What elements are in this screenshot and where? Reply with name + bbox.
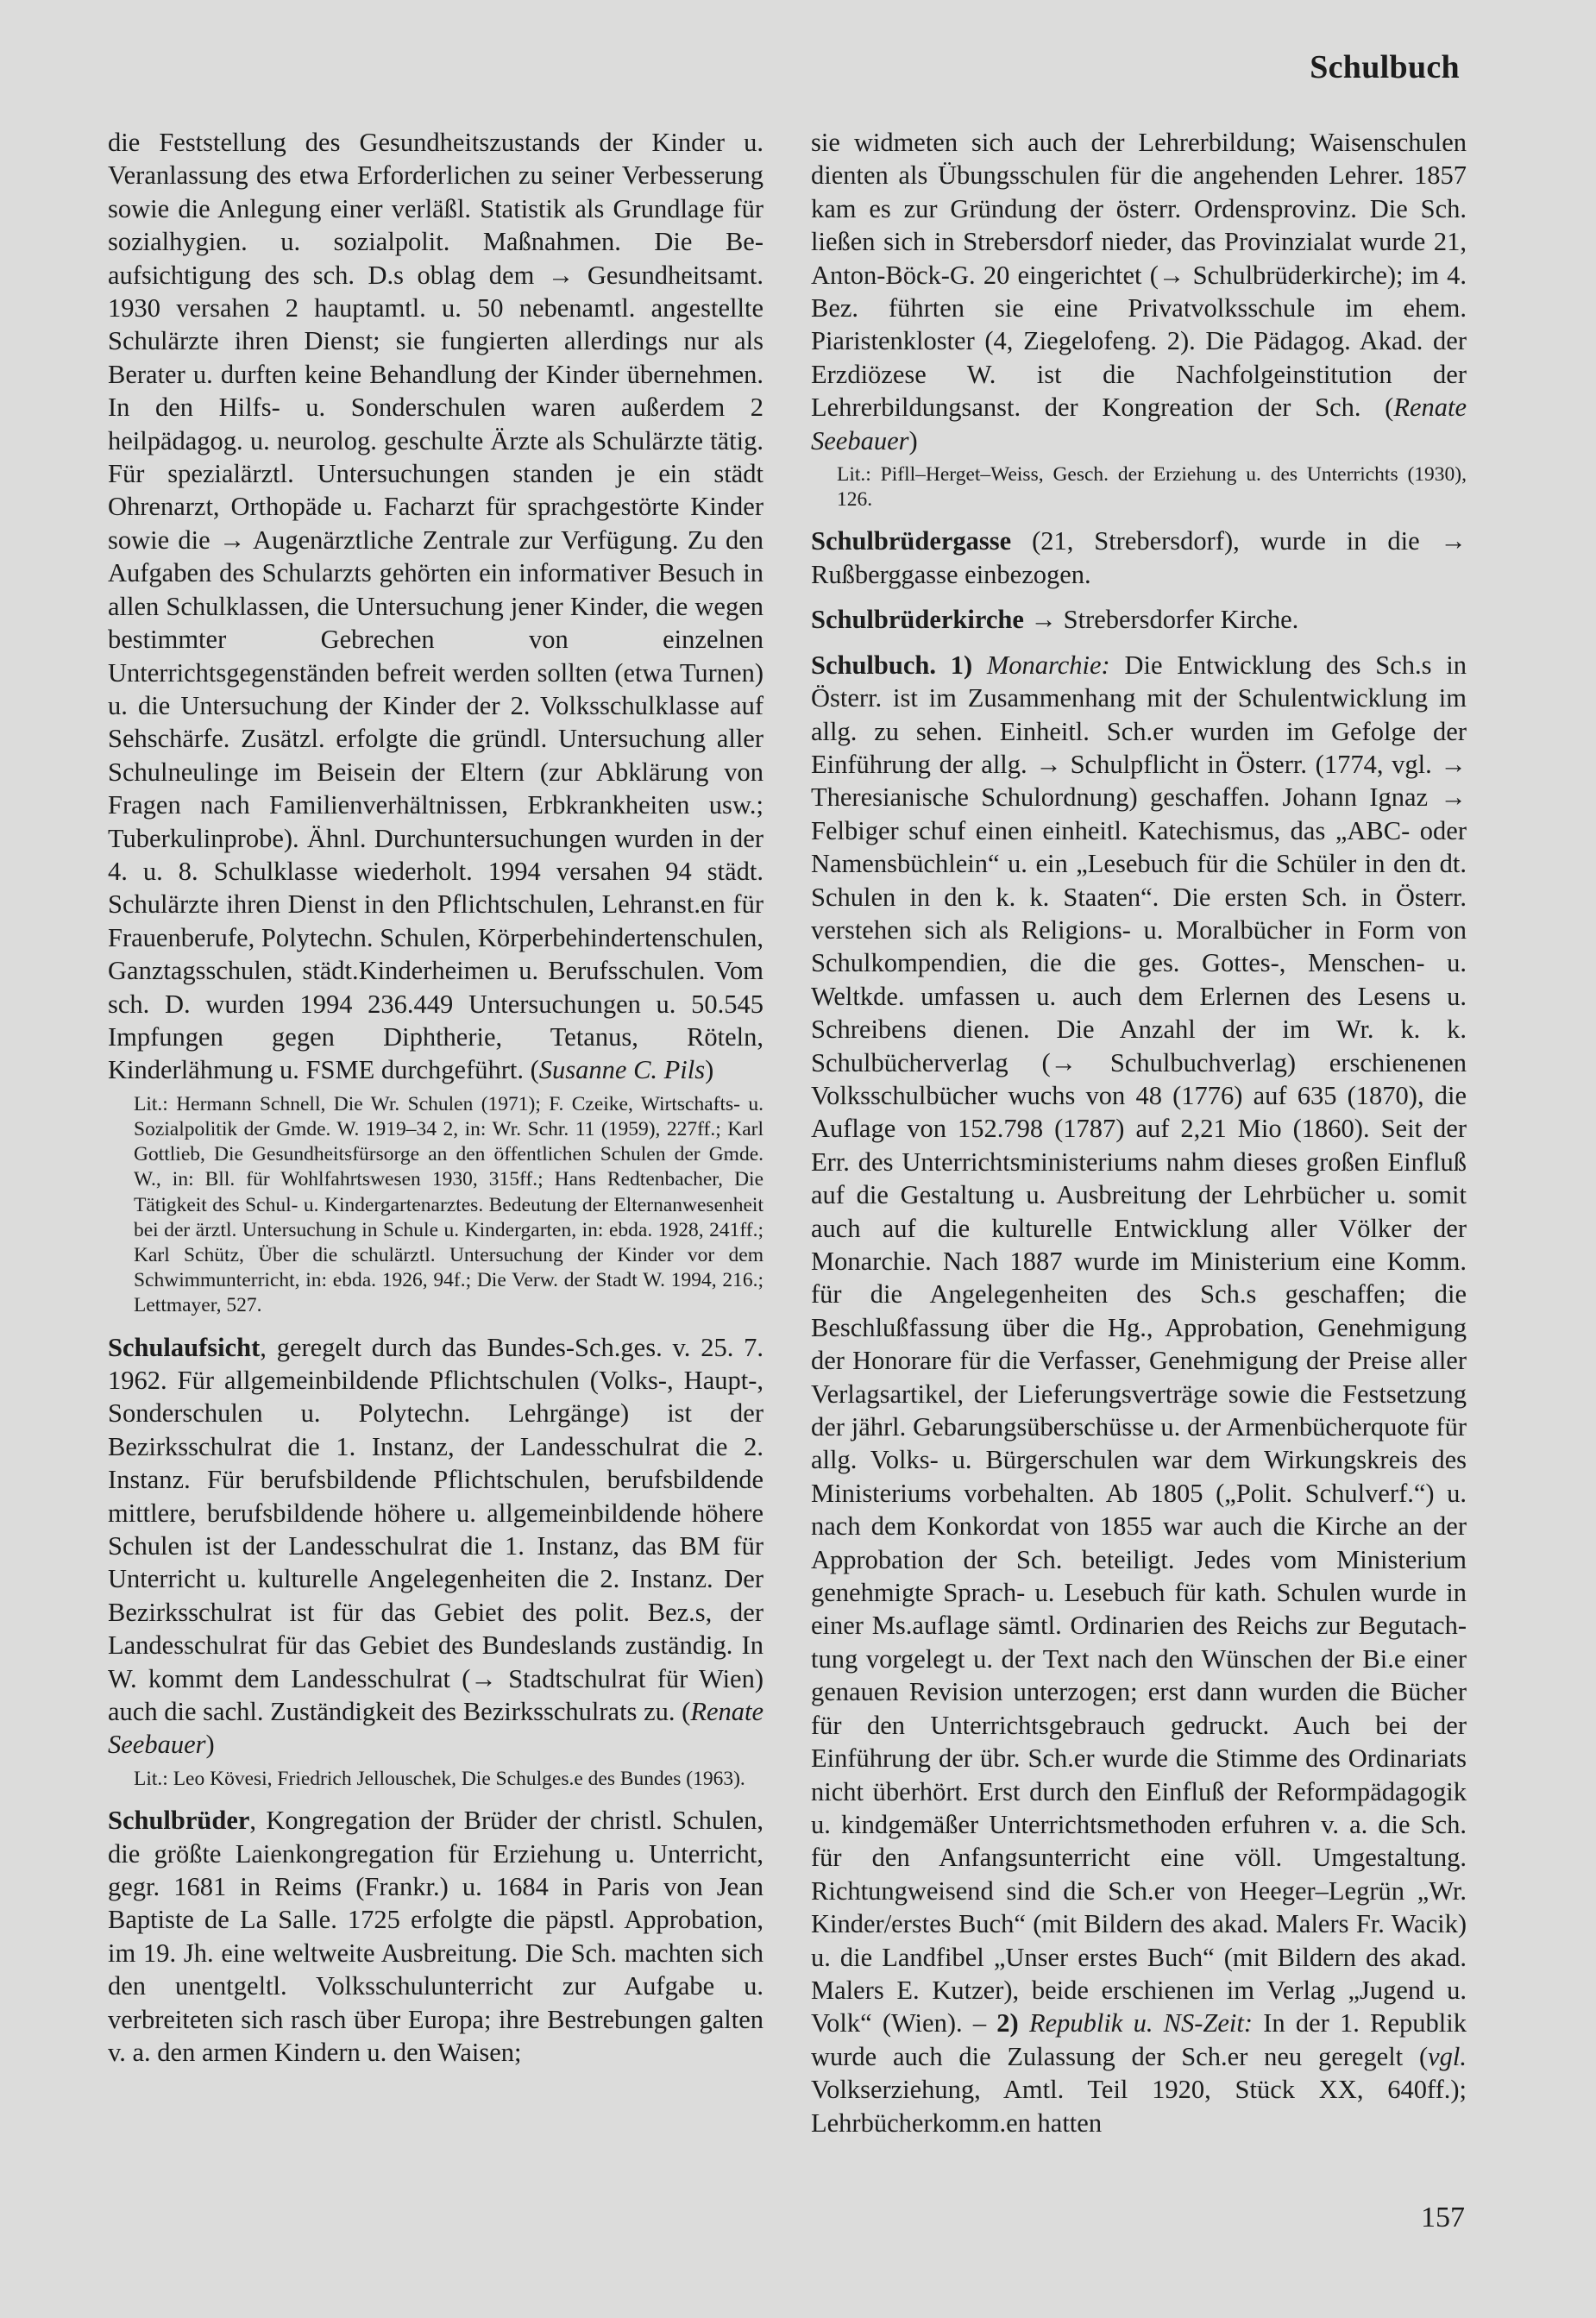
author: Renate Seebauer [811, 393, 1467, 455]
entry-term: Schulaufsicht [108, 1332, 261, 1362]
entry-schulbruedergasse: Schulbrüdergasse (21, Strebersdorf), wurde in die → Rußberggasse einbezogen. [811, 526, 1467, 589]
page-number: 157 [1421, 2202, 1465, 2233]
entry-schulbruederkirche: Schulbrüderkirche → Strebersdorfer Kirche. [811, 605, 1299, 635]
schularzt-continuation: die Feststellung des Gesundheitszustands der Kinder u. Veranlassung des etwa Erforderlichen zu seiner Verbesserung sowie die Anlegung einer verläßl. Statistik als Grundlage für sozialhygien. u. sozialpolit. Maßnahmen. Die Beaufsichtigung des sch. D.s oblag dem → Gesundheitsamt. 1930 versahen 2 hauptamtl. u. 50 nebenamtl. angestellte Schulärzte ihren Dienst; sie fungierten allerdings nur als Berater u. durften keine Behandlung der Kinder übernehmen. In den Hilfs- u. Sonderschulen waren außerdem 2 heilpädagog. u. neurolog. geschulte Ärzte als Schulärzte tätig. Für spezialärztl. Untersuchungen standen je ein städt Ohrenarzt, Orthopäde u. Facharzt für sprachgestörte Kinder sowie die → Augenärztliche Zentrale zur Verfügung. Zu den Aufgaben des Schularzts gehörten ein informativer Besuch in allen Schulklassen, die Untersuchung jener Kinder, die wegen bestimmter Gebrechen von einzelnen Unterrichtsgegenständen befreit werden sollten (etwa Turnen) u. die Untersuchung der Kinder der 2. Volksschulklasse auf Sehschärfe. Zusätzl. erfolgte die gründl. Untersuchung aller Schulneulinge im Beisein der Eltern (zur Abklärung von Fragen nach Familienverhältnissen, Erbkrankheiten usw.; Tuberkulinprobe). Ähnl. Durchuntersuchungen wurden in der 4. u. 8. Schulklasse wiederholt. 1994 versahen 94 städt. Schulärzte ihren Dienst in den Pflichtschulen, Lehranst.en für Frauenberufe, Polytechn. Schulen, Körperbehindertenschulen, Ganztagsschulen, städt.Kinderheimen u. Berufsschulen. Vom sch. D. wurden 1994 236.449 Untersuchungen u. 50.545 Impfungen gegen Diphtherie, Tetanus, Röteln, Kinderlähmung u. FSME durchgeführt. (Susanne C. Pils) [108, 128, 763, 1085]
right-column [811, 126, 1467, 2139]
entry-term: Schulbrüder [108, 1806, 250, 1836]
left-column [108, 126, 763, 2069]
author: Susanne C. Pils [538, 1055, 706, 1085]
running-header: Schulbuch [1310, 49, 1460, 85]
literature-note: Lit.: Leo Kövesi, Friedrich Jellouschek, Die Schulges.e des Bundes (1963). [134, 1767, 745, 1790]
literature-note: Lit.: Hermann Schnell, Die Wr. Schulen (1971); F. Czeike, Wirtschafts- u. Sozialpolitik der Gmde. W. 1919–34 2, in: Wr. Schr. 11 (1959), 227ff.; Karl Gottlieb, Die Gesundheitsfürsorge an den öffentlichen Schulen der Gmde. W., in: Bll. für Wohlfahrtswesen 1930, 315ff.; Hans Redtenbacher, Die Tätigkeit des Schul- u. Kindergartenarztes. Bedeutung der Elternanwesenheit bei der ärztl. Untersuchung in Schule u. Kindergarten, in: ebda. 1928, 241ff.; Karl Schütz, Über die schulärztl. Untersuchung der Kinder vor dem Schwimmunterricht, in: ebda. 1926, 94f.; Die Verw. der Stadt W. 1994, 216.; Lettmayer, 527. [134, 1092, 763, 1317]
entry-term: Schulbrüdergasse [811, 526, 1012, 556]
entry-schulbrueder: Schulbrüder, Kongregation der Brüder der christl. Schulen, die größte Laienkongregation für Erziehung u. Unterricht, gegr. 1681 in Reims (Frankr.) u. 1684 in Paris von Jean Baptiste de La Salle. 1725 erfolgte die päpstl. Approbation, im 19. Jh. eine weltweite Ausbreitung. Die Sch. machten sich den unentgeltl. Volksschulunterricht zur Aufgabe u. verbreiteten sich rasch über Europa; ihre Bestrebungen galten v. a. den armen Kindern u. den Waisen; [108, 1806, 763, 2067]
author: Renate Seebauer [108, 1697, 763, 1760]
entry-schulaufsicht: Schulaufsicht, geregelt durch das Bundes-Sch.ges. v. 25. 7. 1962. Für allgemeinbildende Pflichtschulen (Volks-, Haupt-, Sonderschulen u. Polytechn. Lehrgänge) ist der Bezirksschulrat die 1. Instanz, der Landesschulrat die 2. Instanz. Für berufsbildende Pflichtschulen, berufsbildende mittlere, berufsbildende höhere u. allgemeinbildende höhere Schulen ist der Landesschulrat die 1. Instanz, das BM für Unterricht u. kulturelle Angelegenheiten die 2. Instanz. Der Bezirksschulrat ist für das Gebiet des polit. Bez.s, der Landesschulrat für das Gebiet des Bundeslands zuständig. In W. kommt dem Landesschulrat (→ Stadtschulrat für Wien) auch die sachl. Zuständigkeit des Bezirksschulrats zu. (Renate Seebauer) [108, 1332, 763, 1760]
entry-term: Schulbrüderkirche [811, 605, 1024, 635]
literature-note: Lit.: Pifll–Herget–Weiss, Gesch. der Erziehung u. des Unterrichts (1930), 126. [837, 463, 1467, 512]
schulbrueder-continuation: sie widmeten sich auch der Lehrerbildung; Waisenschulen dienten als Übungsschulen für die angehenden Lehrer. 1857 kam es zur Gründung der österr. Ordensprovinz. Die Sch. ließen sich in Strebersdorf nieder, das Provinzialat wurde 21, Anton-Böck-G. 20 eingerichtet (→ Schulbrüderkirche); im 4. Bez. führten sie eine Privatvolksschule im ehem. Piaristenkloster (4, Ziegelofeng. 2). Die Pädagog. Akad. der Erzdiözese W. ist die Nachfolgeinstitution der Lehrerbildungsanst. der Kongreation der Sch. (Renate Seebauer) [811, 128, 1467, 455]
entry-term: Schulbuch. [811, 650, 936, 680]
entry-schulbuch: Schulbuch. 1) Monarchie: Die Entwicklung des Sch.s in Österr. ist im Zusammenhang mit der Schulentwicklung im allg. zu sehen. Einheitl. Sch.er wurden im Gefolge der Einführung der allg. → Schulpflicht in Österr. (1774, vgl. → Theresianische Schulordnung) geschaffen. Johann Ignaz → Felbiger schuf einen einheitl. Katechismus, das „ABC- oder Namensbüchlein“ u. ein „Lesebuch für die Schüler in den dt. Schulen in den k. k. Staaten“. Die ersten Sch. in Österr. verstehen sich als Religions- u. Moralbücher in Form von Schulkompendien, die die ges. Gottes-, Menschen- u. Weltkde. umfassen u. auch dem Erlernen des Lesens u. Schreibens dienen. Die Anzahl der im Wr. k. k. Schulbücherverlag (→ Schulbuchverlag) erschienenen Volksschulbücher wuchs von 48 (1776) auf 635 (1870), die Auflage von 152.798 (1787) auf 2,21 Mio (1860). Seit der Err. des Unterrichtsministeriums nahm dieses großen Einfluß auf die Gestaltung u. Ausbreitung der Lehrbücher u. somit auch auf die kulturelle Entwicklung aller Völker der Monarchie. Nach 1887 wurde im Ministerium eine Komm. für die Angelegenheiten des Sch.s geschaffen; die Beschlußfassung über die Hg., Approbation, Genehmigung der Honorare für die Verfasser, Genehmigung der Preise aller Verlagsartikel, der Lieferungsverträge sowie die Festsetzung der jährl. Gebarungsüberschüsse u. der Armenbücherquote für allg. Volks- u. Bürgerschulen war dem Wirkungskreis des Ministeriums vorbehalten. Ab 1805 („Polit. Schulverf.“) u. nach dem Konkordat von 1855 war auch die Kirche an der Approbation der Sch. beteiligt. Jedes vom Ministerium genehmigte Sprach- u. Lesebuch für kath. Schulen wurde in einer Ms.auflage sämtl. Ordinarien des Reichs zur Begutachtung vorgelegt u. der Text nach den Wünschen der Bi.e einer genauen Revision unterzogen; erst dann wurden die Bücher für den Unterrichtsgebrauch gedruckt. Auch bei der Einführung der übr. Sch.er wurde die Stimme des Ordinariats nicht überhört. Erst durch den Einfluß der Reformpädagogik u. kindgemäßer Unterrichtsmethoden erfuhren v. a. die Sch. für den Anfangsunterricht eine völl. Umgestaltung. Richtungweisend sind die Sch.er von Heeger–Legrün „Wr. Kinder/erstes Buch“ (mit Bildern des akad. Malers Fr. Wacik) u. die Landfibel „Unser erstes Buch“ (mit Bildern des akad. Malers E. Kutzer), beide erschienen im Verlag „Jugend u. Volk“ (Wien). – 2) Republik u. NS-Zeit: In der 1. Republik wurde auch die Zulassung der Sch.er neu geregelt (vgl. Volkserziehung, Amtl. Teil 1920, Stück XX, 640ff.); Lehrbücherkomm.en hatten [811, 650, 1467, 2138]
